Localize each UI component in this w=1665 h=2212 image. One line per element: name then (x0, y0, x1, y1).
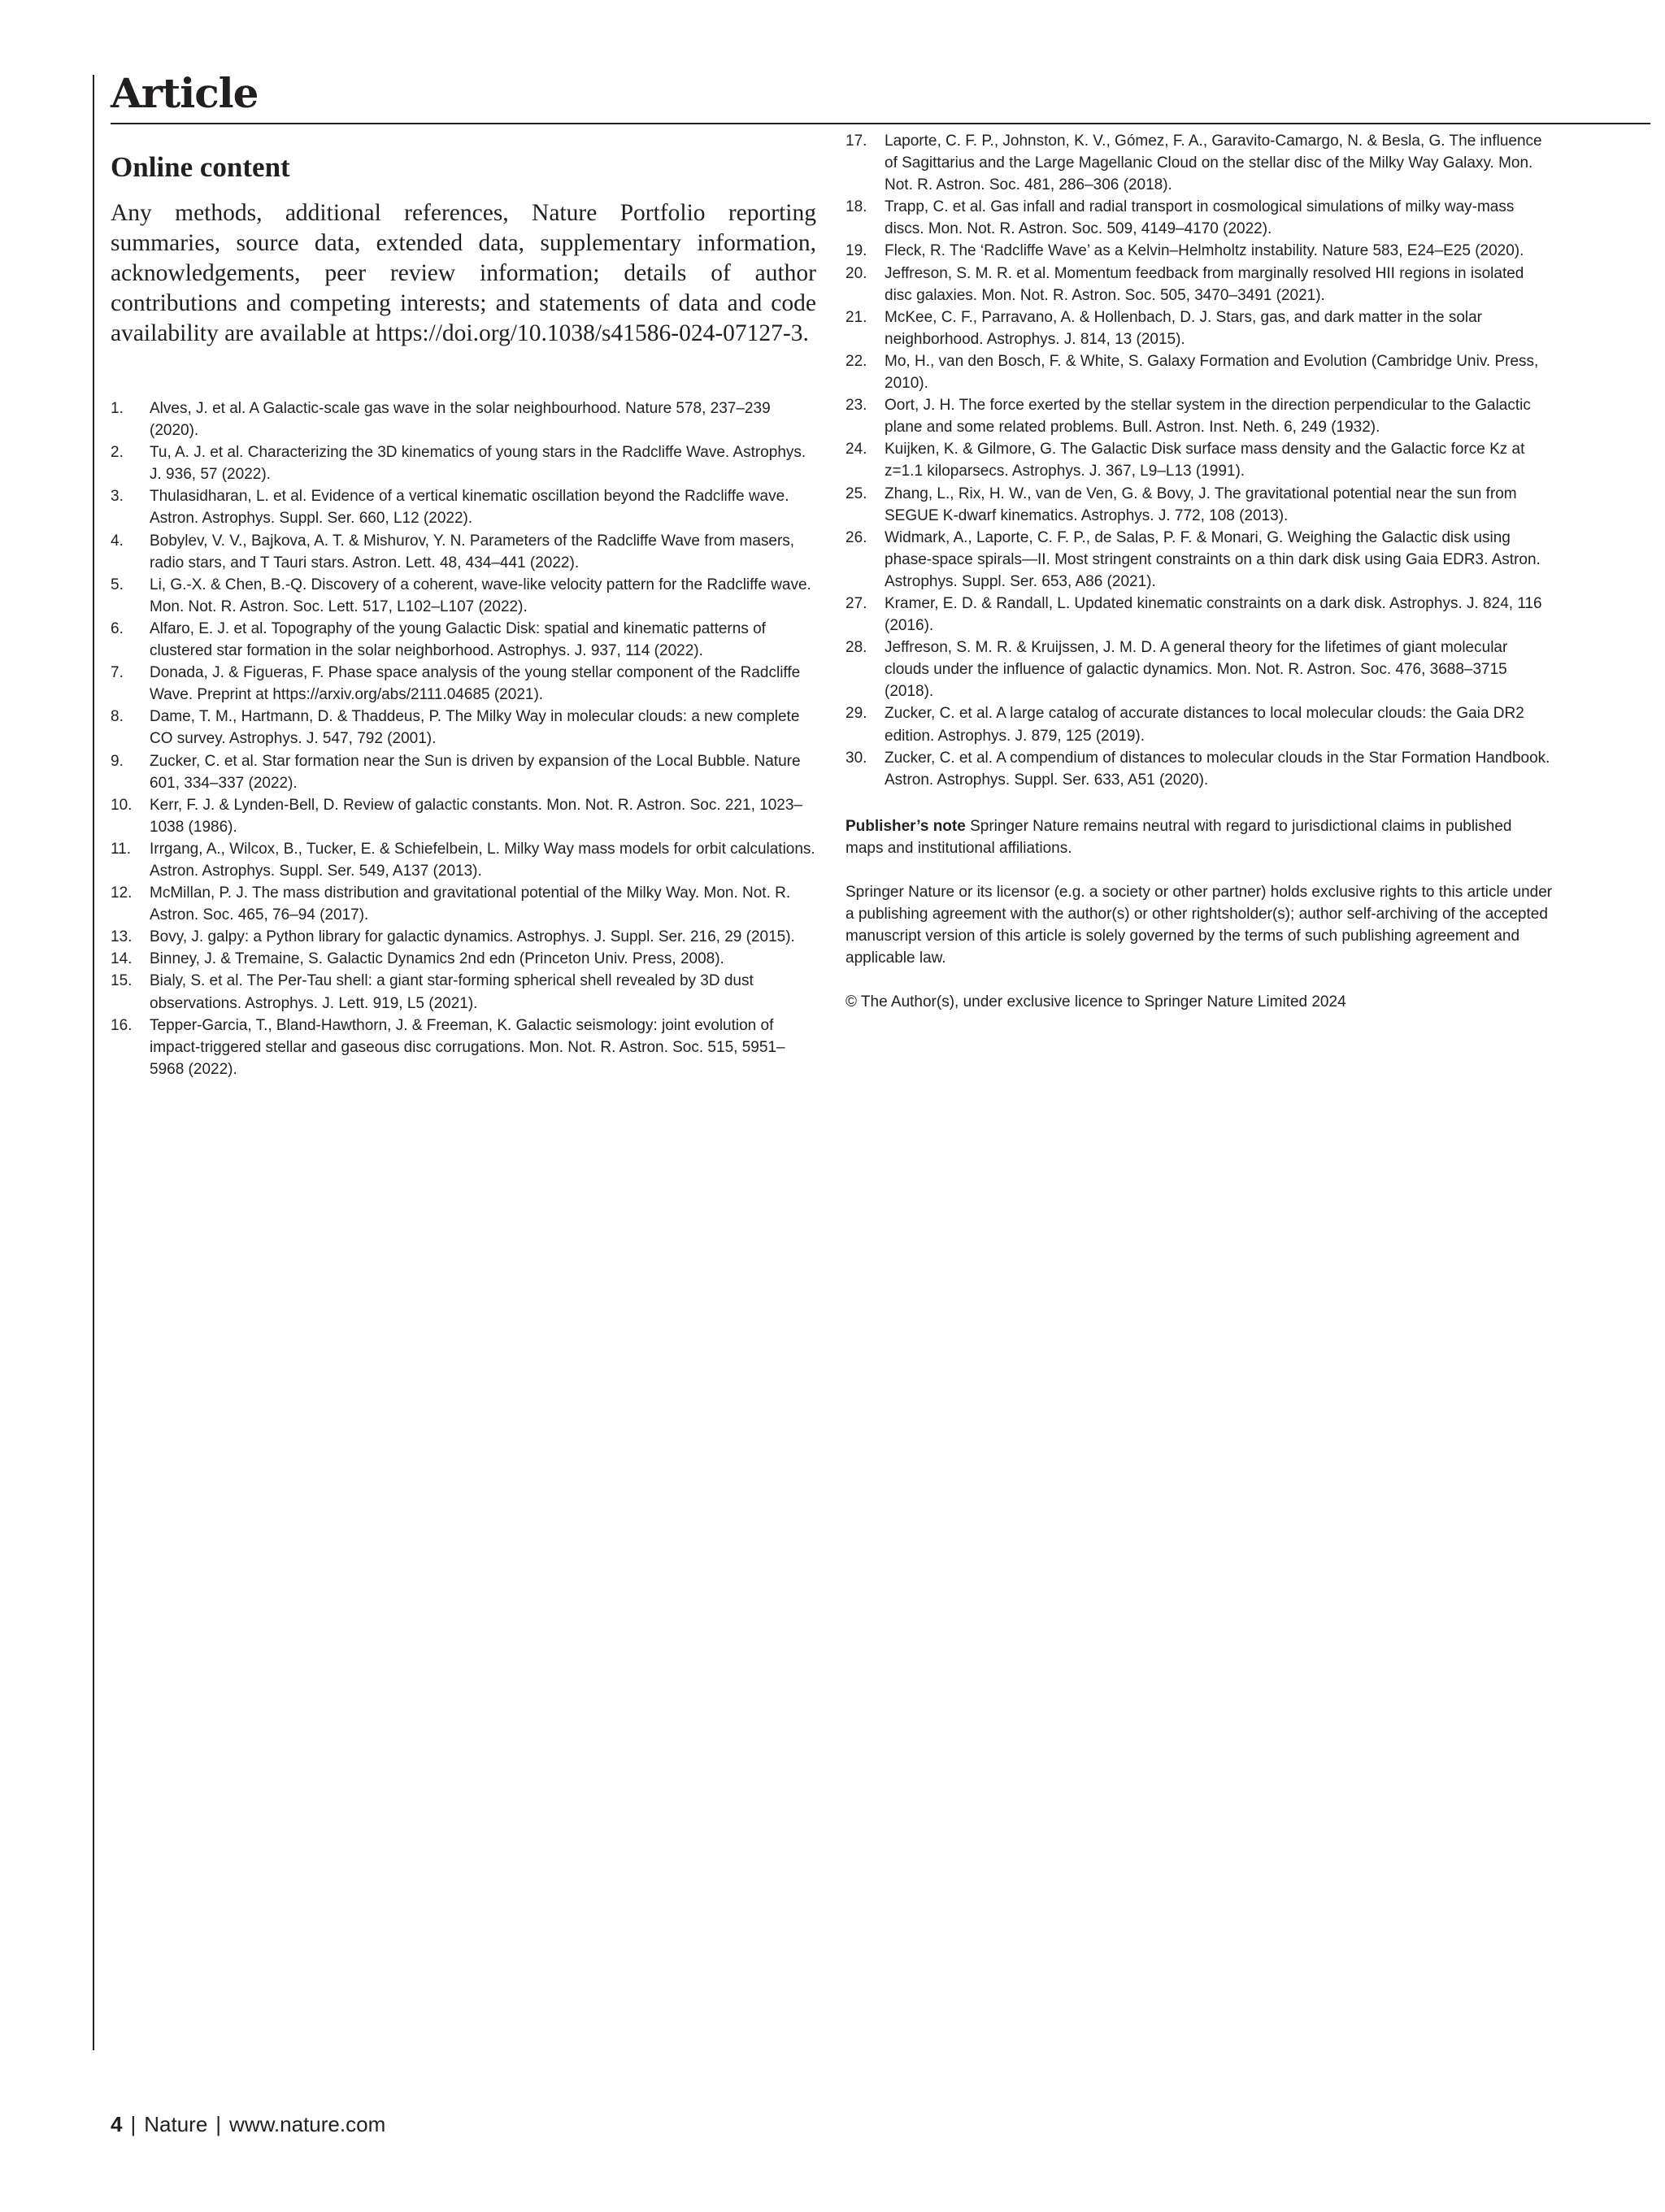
reference-number: 13. (111, 928, 133, 946)
reference-item (111, 574, 818, 618)
reference-item (111, 882, 818, 926)
reference-item (111, 706, 818, 750)
reference-text: Zucker, C. et al. A large catalog of accurate distances to local molecular clouds: the Gaia DR2 edition. Astrophys. J. 879, 125 (2019). (885, 705, 1524, 745)
reference-text: Jeffreson, S. M. R. et al. Momentum feedback from marginally resolved HII regions in isolated disc galaxies. Mon. Not. R. Astron. Soc. 505, 3470–3491 (2021). (885, 264, 1524, 304)
left-column (111, 130, 818, 1080)
reference-number: 12. (111, 884, 133, 902)
reference-number: 7. (111, 664, 124, 682)
reference-text: Bovy, J. galpy: a Python library for galactic dynamics. Astrophys. J. Suppl. Ser. 216, 29 (2015). (150, 928, 795, 946)
reference-item (846, 637, 1553, 702)
reference-text: Alfaro, E. J. et al. Topography of the young Galactic Disk: spatial and kinematic patterns of clustered star formation in the solar neighborhood. Astrophys. J. 937, 114 (2022). (150, 619, 766, 660)
reference-text: Tu, A. J. et al. Characterizing the 3D kinematics of young stars in the Radcliffe Wave. Astrophys. J. 936, 57 (2022). (150, 444, 806, 484)
reference-number: 16. (111, 1016, 133, 1034)
reference-number: 9. (111, 752, 124, 770)
reference-item (111, 618, 818, 662)
reference-text: Binney, J. & Tremaine, S. Galactic Dynamics 2nd edn (Princeton Univ. Press, 2008). (150, 950, 724, 968)
reference-text: McKee, C. F., Parravano, A. & Hollenbach, D. J. Stars, gas, and dark matter in the solar neighborhood. Astrophys. J. 814, 13 (2015). (885, 308, 1482, 348)
reference-number: 27. (846, 594, 867, 612)
reference-text: Fleck, R. The ‘Radcliffe Wave’ as a Kelvin–Helmholtz instability. Nature 583, E24–E25 (2020). (885, 242, 1524, 260)
copyright-line: © The Author(s), under exclusive licence to Springer Nature Limited 2024 (846, 993, 1346, 1011)
reference-number: 30. (846, 749, 867, 767)
reference-text: Widmark, A., Laporte, C. F. P., de Salas, P. F. & Monari, G. Weighing the Galactic disk using phase-space spirals—II. Most stringent constraints on a thin dark disk using Gaia EDR3. Astron. Astrophys. Suppl. Ser. 653, A86 (2021). (885, 528, 1541, 590)
reference-text: Zhang, L., Rix, H. W., van de Ven, G. & Bovy, J. The gravitational potential near the sun from SEGUE K-dwarf kinematics. Astrophys. J. 772, 108 (2013). (885, 485, 1517, 524)
reference-text: Kerr, F. J. & Lynden-Bell, D. Review of galactic constants. Mon. Not. R. Astron. Soc. 221, 1023–1038 (1986). (150, 796, 802, 836)
reference-item (846, 306, 1553, 350)
reference-item (111, 441, 818, 485)
reference-number: 24. (846, 441, 867, 458)
reference-item (846, 593, 1553, 637)
publishers-note (846, 815, 1553, 859)
reference-text: Mo, H., van den Bosch, F. & White, S. Galaxy Formation and Evolution (Cambridge Univ. Press, 2010). (885, 352, 1539, 393)
reference-number: 14. (111, 950, 133, 968)
reference-item (846, 483, 1553, 527)
reference-text: Jeffreson, S. M. R. & Kruijssen, J. M. D. A general theory for the lifetimes of giant molecular clouds under the influence of galactic dynamics. Mon. Not. R. Astron. Soc. 476, 3688–3715 (2018). (885, 639, 1508, 701)
reference-number: 15. (111, 972, 133, 990)
reference-item (846, 438, 1553, 482)
page-number: 4 (111, 2112, 123, 2136)
reference-text: Kuijken, K. & Gilmore, G. The Galactic Disk surface mass density and the Galactic force Kz at z=1.1 kiloparsecs. Astrophys. J. 367, L9–L13 (1991). (885, 441, 1525, 480)
reference-item (846, 240, 1553, 262)
reference-text: Thulasidharan, L. et al. Evidence of a vertical kinematic oscillation beyond the Radcliffe wave. Astron. Astrophys. Suppl. Ser. 660, L12 (2022). (150, 488, 789, 528)
reference-text: Donada, J. & Figueras, F. Phase space analysis of the young stellar component of the Radcliffe Wave. Preprint at https://arxiv.org/abs/2111.04685 (2021). (150, 664, 801, 704)
reference-number: 18. (846, 198, 867, 216)
publishers-note-text: Springer Nature remains neutral with regard to jurisdictional claims in published maps and institutional affiliations. (846, 817, 1512, 857)
reference-number: 23. (846, 397, 867, 415)
reference-text: Oort, J. H. The force exerted by the stellar system in the direction perpendicular to the Galactic plane and some related problems. Bull. Astron. Inst. Neth. 6, 249 (1932). (885, 397, 1531, 437)
reference-number: 6. (111, 619, 124, 637)
left-vertical-rule (93, 75, 94, 2050)
footer-separator: | (130, 2112, 137, 2136)
reference-item (111, 530, 818, 574)
reference-number: 28. (846, 639, 867, 657)
reference-item (111, 750, 818, 794)
reference-item (111, 926, 818, 948)
reference-item (846, 350, 1553, 394)
reference-item (111, 970, 818, 1014)
reference-text: Laporte, C. F. P., Johnston, K. V., Gómez, F. A., Garavito-Camargo, N. & Besla, G. The influence of Sagittarius and the Large Magellanic Cloud on the stellar disc of the Milky Way Galaxy. Mon. Not. R. Astron. Soc. 481, 286–306 (2018). (885, 133, 1542, 194)
reference-item (111, 485, 818, 529)
reference-number: 22. (846, 352, 867, 370)
reference-item (111, 838, 818, 882)
reference-text: Zucker, C. et al. A compendium of distances to molecular clouds in the Star Formation Handbook. Astron. Astrophys. Suppl. Ser. 633, A51 (2020). (885, 749, 1550, 789)
header-rule (111, 123, 1650, 124)
reference-number: 29. (846, 705, 867, 723)
reference-text: Bobylev, V. V., Bajkova, A. T. & Mishurov, Y. N. Parameters of the Radcliffe Wave from masers, radio stars, and T Tauri stars. Astron. Lett. 48, 434–441 (2022). (150, 532, 795, 571)
reference-text: Dame, T. M., Hartmann, D. & Thaddeus, P. The Milky Way in molecular clouds: a new complete CO survey. Astrophys. J. 547, 792 (2001). (150, 708, 800, 748)
reference-item (846, 263, 1553, 306)
reference-item (111, 948, 818, 970)
reference-item (846, 702, 1553, 746)
reference-item (846, 130, 1553, 196)
reference-number: 17. (846, 133, 867, 150)
section-label: Article (111, 69, 259, 117)
reference-number: 21. (846, 308, 867, 326)
reference-number: 5. (111, 576, 124, 593)
reference-item (846, 394, 1553, 438)
reference-number: 11. (111, 840, 132, 858)
page-footer (111, 2110, 385, 2138)
reference-text: McMillan, P. J. The mass distribution and gravitational potential of the Milky Way. Mon. Not. R. Astron. Soc. 465, 76–94 (2017). (150, 884, 791, 924)
reference-text: Li, G.-X. & Chen, B.-Q. Discovery of a coherent, wave-like velocity pattern for the Radcliffe wave. Mon. Not. R. Astron. Soc. Lett. 517, L102–L107 (2022). (150, 576, 811, 615)
reference-item (846, 527, 1553, 593)
reference-number: 25. (846, 485, 867, 502)
reference-number: 8. (111, 708, 124, 726)
reference-number: 4. (111, 532, 124, 550)
footer-separator: | (215, 2112, 222, 2136)
reference-item (111, 1015, 818, 1080)
reference-list-right (846, 130, 1553, 791)
right-column (846, 130, 1553, 1013)
reference-text: Tepper-Garcia, T., Bland-Hawthorn, J. & Freeman, K. Galactic seismology: joint evolution of impact-triggered stellar and gaseous disc corrugations. Mon. Not. R. Astron. Soc. 515, 5951–5968 (2022). (150, 1016, 785, 1078)
reference-text: Irrgang, A., Wilcox, B., Tucker, E. & Schiefelbein, L. Milky Way mass models for orbit calculations. Astron. Astrophys. Suppl. Ser. 549, A137 (2013). (150, 840, 815, 880)
reference-number: 3. (111, 488, 124, 506)
reference-number: 19. (846, 242, 867, 260)
reference-item (846, 747, 1553, 791)
reference-text: Kramer, E. D. & Randall, L. Updated kinematic constraints on a dark disk. Astrophys. J. 824, 116 (2016). (885, 594, 1542, 635)
reference-item (846, 196, 1553, 240)
publishers-note-label: Publisher’s note (846, 817, 966, 835)
journal-url[interactable]: www.nature.com (229, 2112, 386, 2136)
reference-number: 10. (111, 796, 133, 814)
online-content-heading: Online content (111, 151, 290, 183)
reference-list-left (111, 398, 818, 1080)
reference-text: Bialy, S. et al. The Per-Tau shell: a giant star-forming spherical shell revealed by 3D dust observations. Astrophys. J. Lett. 919, L5 (2021). (150, 972, 754, 1012)
journal-name: Nature (144, 2112, 208, 2136)
reference-text: Zucker, C. et al. Star formation near the Sun is driven by expansion of the Local Bubble. Nature 601, 334–337 (2022). (150, 752, 801, 792)
online-content-text: Any methods, additional references, Nature Portfolio reporting summaries, source data, extended data, supplementary information, acknowledgements, peer review information; details of author contributions and competing interests; and statements of data and code availability are available at https://doi.org/10.1038/s41586-024-07127-3. (111, 200, 816, 346)
reference-text: Trapp, C. et al. Gas infall and radial transport in cosmological simulations of milky way-mass discs. Mon. Not. R. Astron. Soc. 509, 4149–4170 (2022). (885, 198, 1515, 238)
reference-number: 26. (846, 528, 867, 546)
reference-item (111, 662, 818, 706)
reference-number: 2. (111, 444, 124, 462)
reference-number: 20. (846, 264, 867, 282)
reference-item (111, 794, 818, 838)
reference-text: Alves, J. et al. A Galactic-scale gas wave in the solar neighbourhood. Nature 578, 237–239 (2020). (150, 400, 771, 440)
reference-number: 1. (111, 400, 124, 417)
rights-statement: Springer Nature or its licensor (e.g. a society or other partner) holds exclusive rights to this article under a publishing agreement with the author(s) or other rightsholder(s); author self-archiving of the accepted manuscript version of this article is solely governed by the terms of such publishing agreement and applicable law. (846, 884, 1553, 967)
reference-item (111, 398, 818, 441)
